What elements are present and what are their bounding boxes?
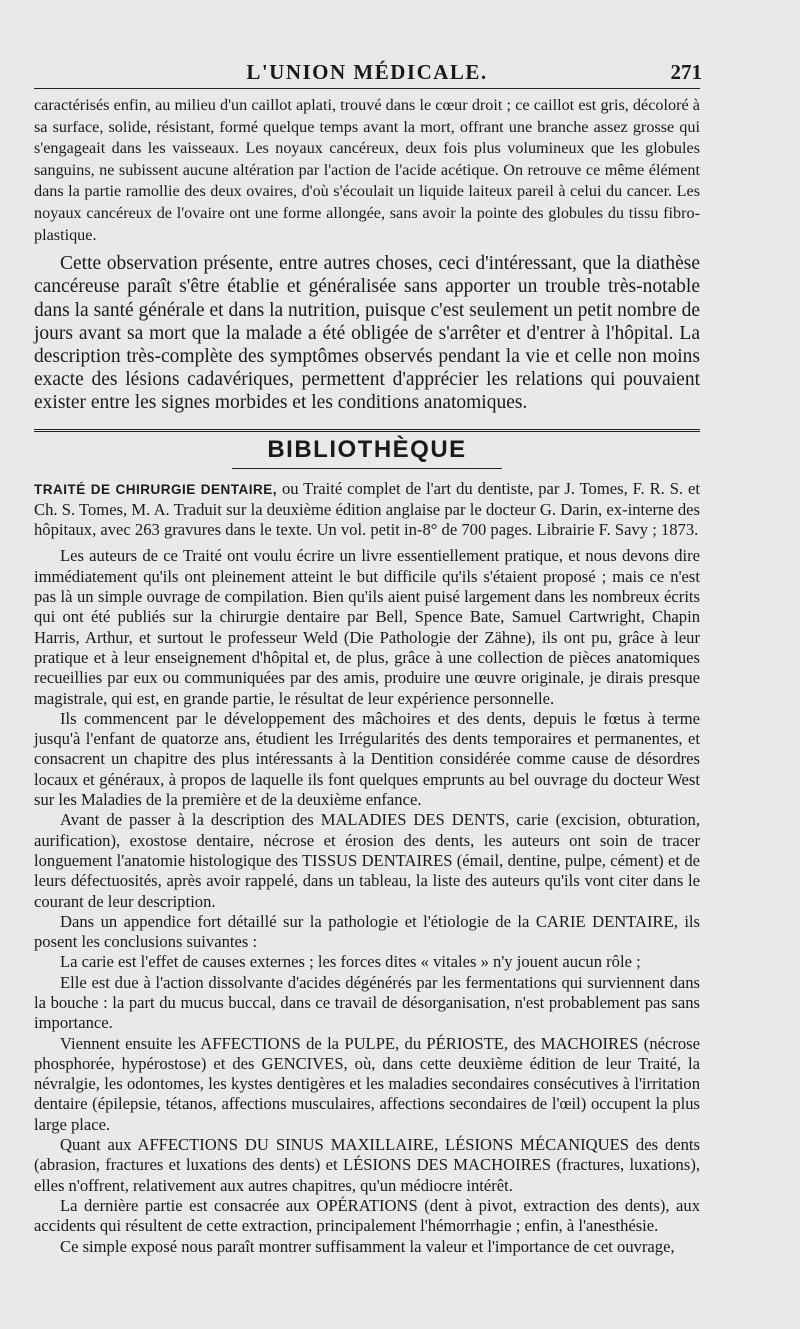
review-paragraph: La dernière partie est consacrée aux OPÉRATIONS (dent à pivot, extraction des dents), aux accidents qui résultent de cette extraction, principalement l'hémorrhagie ; enfin, à l'anesthésie.	[34, 1195, 700, 1236]
page-number: 271	[670, 60, 702, 84]
review-paragraph: Ils commencent par le développement des mâchoires et des dents, depuis le fœtus à terme jusqu'à l'enfant de quatorze ans, étudient les Irrégularités des dents temporaires et permanentes, et consacrent un chapitre des plus intéressants à la Dentition considérée comme cause de désordres locaux et généraux, à propos de laquelle ils font quelques emprunts au bel ouvrage du docteur West sur les Maladies de la première et de la deuxième enfance.	[34, 708, 700, 810]
section-heading: BIBLIOTHÈQUE	[267, 435, 467, 463]
review-paragraph: Elle est due à l'action dissolvante d'acides dégénérés par les fermentations qui surviennent dans la bouche : la part du mucus buccal, dans ce travail de désorganisation, n'est probablement pas sans importance.	[34, 972, 700, 1033]
journal-title: L'UNION MÉDICALE.	[246, 60, 488, 84]
review-paragraph: Avant de passer à la description des MALADIES DES DENTS, carie (excision, obturation, aurification), exostose dentaire, nécrose et érosion des dents, les auteurs ont soin de tracer longuement l'anatomie histologique des TISSUS DENTAIRES (émail, dentine, pulpe, cément) et de leurs défectuosités, après avoir rappelé, dans un tableau, la liste des auteurs qu'ils vont citer dans le courant de leur description.	[34, 810, 700, 911]
book-title: TRAITÉ DE CHIRURGIE DENTAIRE,	[34, 481, 278, 497]
case-report-paragraph: caractérisés enfin, au milieu d'un caillot aplati, trouvé dans le cœur droit ; ce caillot est gris, décoloré à sa surface, solide, résistant, formé quelque temps avant la mort, offrant une branche assez grosse qui s'engageait dans les vaisseaux. Les noyaux cancéreux, deux fois plus volumineux que les globules sanguins, ne subissent aucune altération par l'action de l'acide acétique. On retrouve ce même élément dans la partie ramollie des deux ovaires, d'où s'écoulait un liquide laiteux pareil à celui du cancer. Les noyaux cancéreux de l'ovaire ont une forme allongée, sans avoir la pointe des globules du tissu fibro-plastique.	[34, 96, 700, 244]
heading-underline	[232, 468, 502, 469]
review-paragraph: Les auteurs de ce Traité ont voulu écrire un livre essentiellement pratique, et nous devons dire immédiatement qu'ils ont pleinement atteint le but difficile qu'ils s'étaient proposé ; mais ce n'est pas là un simple ouvrage de compilation. Bien qu'ils aient puisé largement dans les nombreux écrits qui ont été publiés sur la chirurgie dentaire par Bell, Spence Bate, Samuel Cartwright, Chapin Harris, Arthur, et surtout le professeur Weld (Die Pathologie der Zähne), ils ont pu, grâce à leur pratique et à leur enseignement d'hôpital et, de plus, grâce à une collection de pièces anatomiques recueillies par eux ou communiquées par des amis, produire une œuvre originale, je dirais presque magistrale, qui est, en grande partie, le résultat de leur expérience personnelle.	[34, 546, 700, 708]
running-header	[34, 48, 700, 86]
review-paragraph: La carie est l'effet de causes externes ; les forces dites « vitales » n'y jouent aucun rôle ;	[60, 952, 641, 972]
review-paragraph: Viennent ensuite les AFFECTIONS de la PULPE, du PÉRIOSTE, des MACHOIRES (nécrose phosphorée, hypérostose) et des GENCIVES, où, dans cette deuxième édition de leur Traité, la névralgie, les odontomes, les kystes dentigères et les maladies secondaires consécutives à l'irritation dentaire (épilepsie, tétanos, affections musculaires, affections secondaires de l'œil) occupent la plus large place.	[34, 1033, 700, 1134]
header-rule	[34, 88, 700, 89]
book-citation	[34, 479, 700, 541]
review-paragraph: Dans un appendice fort détaillé sur la pathologie et l'étiologie de la CARIE DENTAIRE, ils posent les conclusions suivantes :	[34, 911, 700, 952]
review-paragraph: Quant aux AFFECTIONS DU SINUS MAXILLAIRE, LÉSIONS MÉCANIQUES des dents (abrasion, fractures et luxations des dents) et LÉSIONS DES MACHOIRES (fractures, luxations), elles n'offrent, relativement aux autres chapitres, qu'un médiocre intérêt.	[34, 1135, 700, 1195]
observation-paragraph: Cette observation présente, entre autres choses, ceci d'intéressant, que la diathèse cancéreuse paraît s'être établie et généralisée sans apporter un trouble très-notable dans la santé générale et dans la nutrition, puisque c'est seulement un petit nombre de jours avant sa mort que la malade a été obligée de s'arrêter et d'entrer à l'hôpital. La description très-complète des symptômes observés pendant la vie et celle non moins exacte des lésions cadavériques, permettent d'apprécier les relations qui pouvaient exister entre les signes morbides et les conditions anatomiques.	[34, 253, 700, 414]
review-paragraph: Ce simple exposé nous paraît montrer suffisamment la valeur et l'importance de cet ouvrage,	[60, 1236, 675, 1256]
book-citation-details: ou Traité complet de l'art du dentiste, par J. Tomes, F. R. S. et Ch. S. Tomes, M. A. Traduit sur la deuxième édition anglaise par le docteur G. Darin, ex-interne des hôpitaux, avec 263 gravures dans le texte. Un vol. petit in-8° de 700 pages. Librairie F. Savy ; 1873.	[34, 478, 701, 540]
section-divider	[34, 429, 700, 432]
